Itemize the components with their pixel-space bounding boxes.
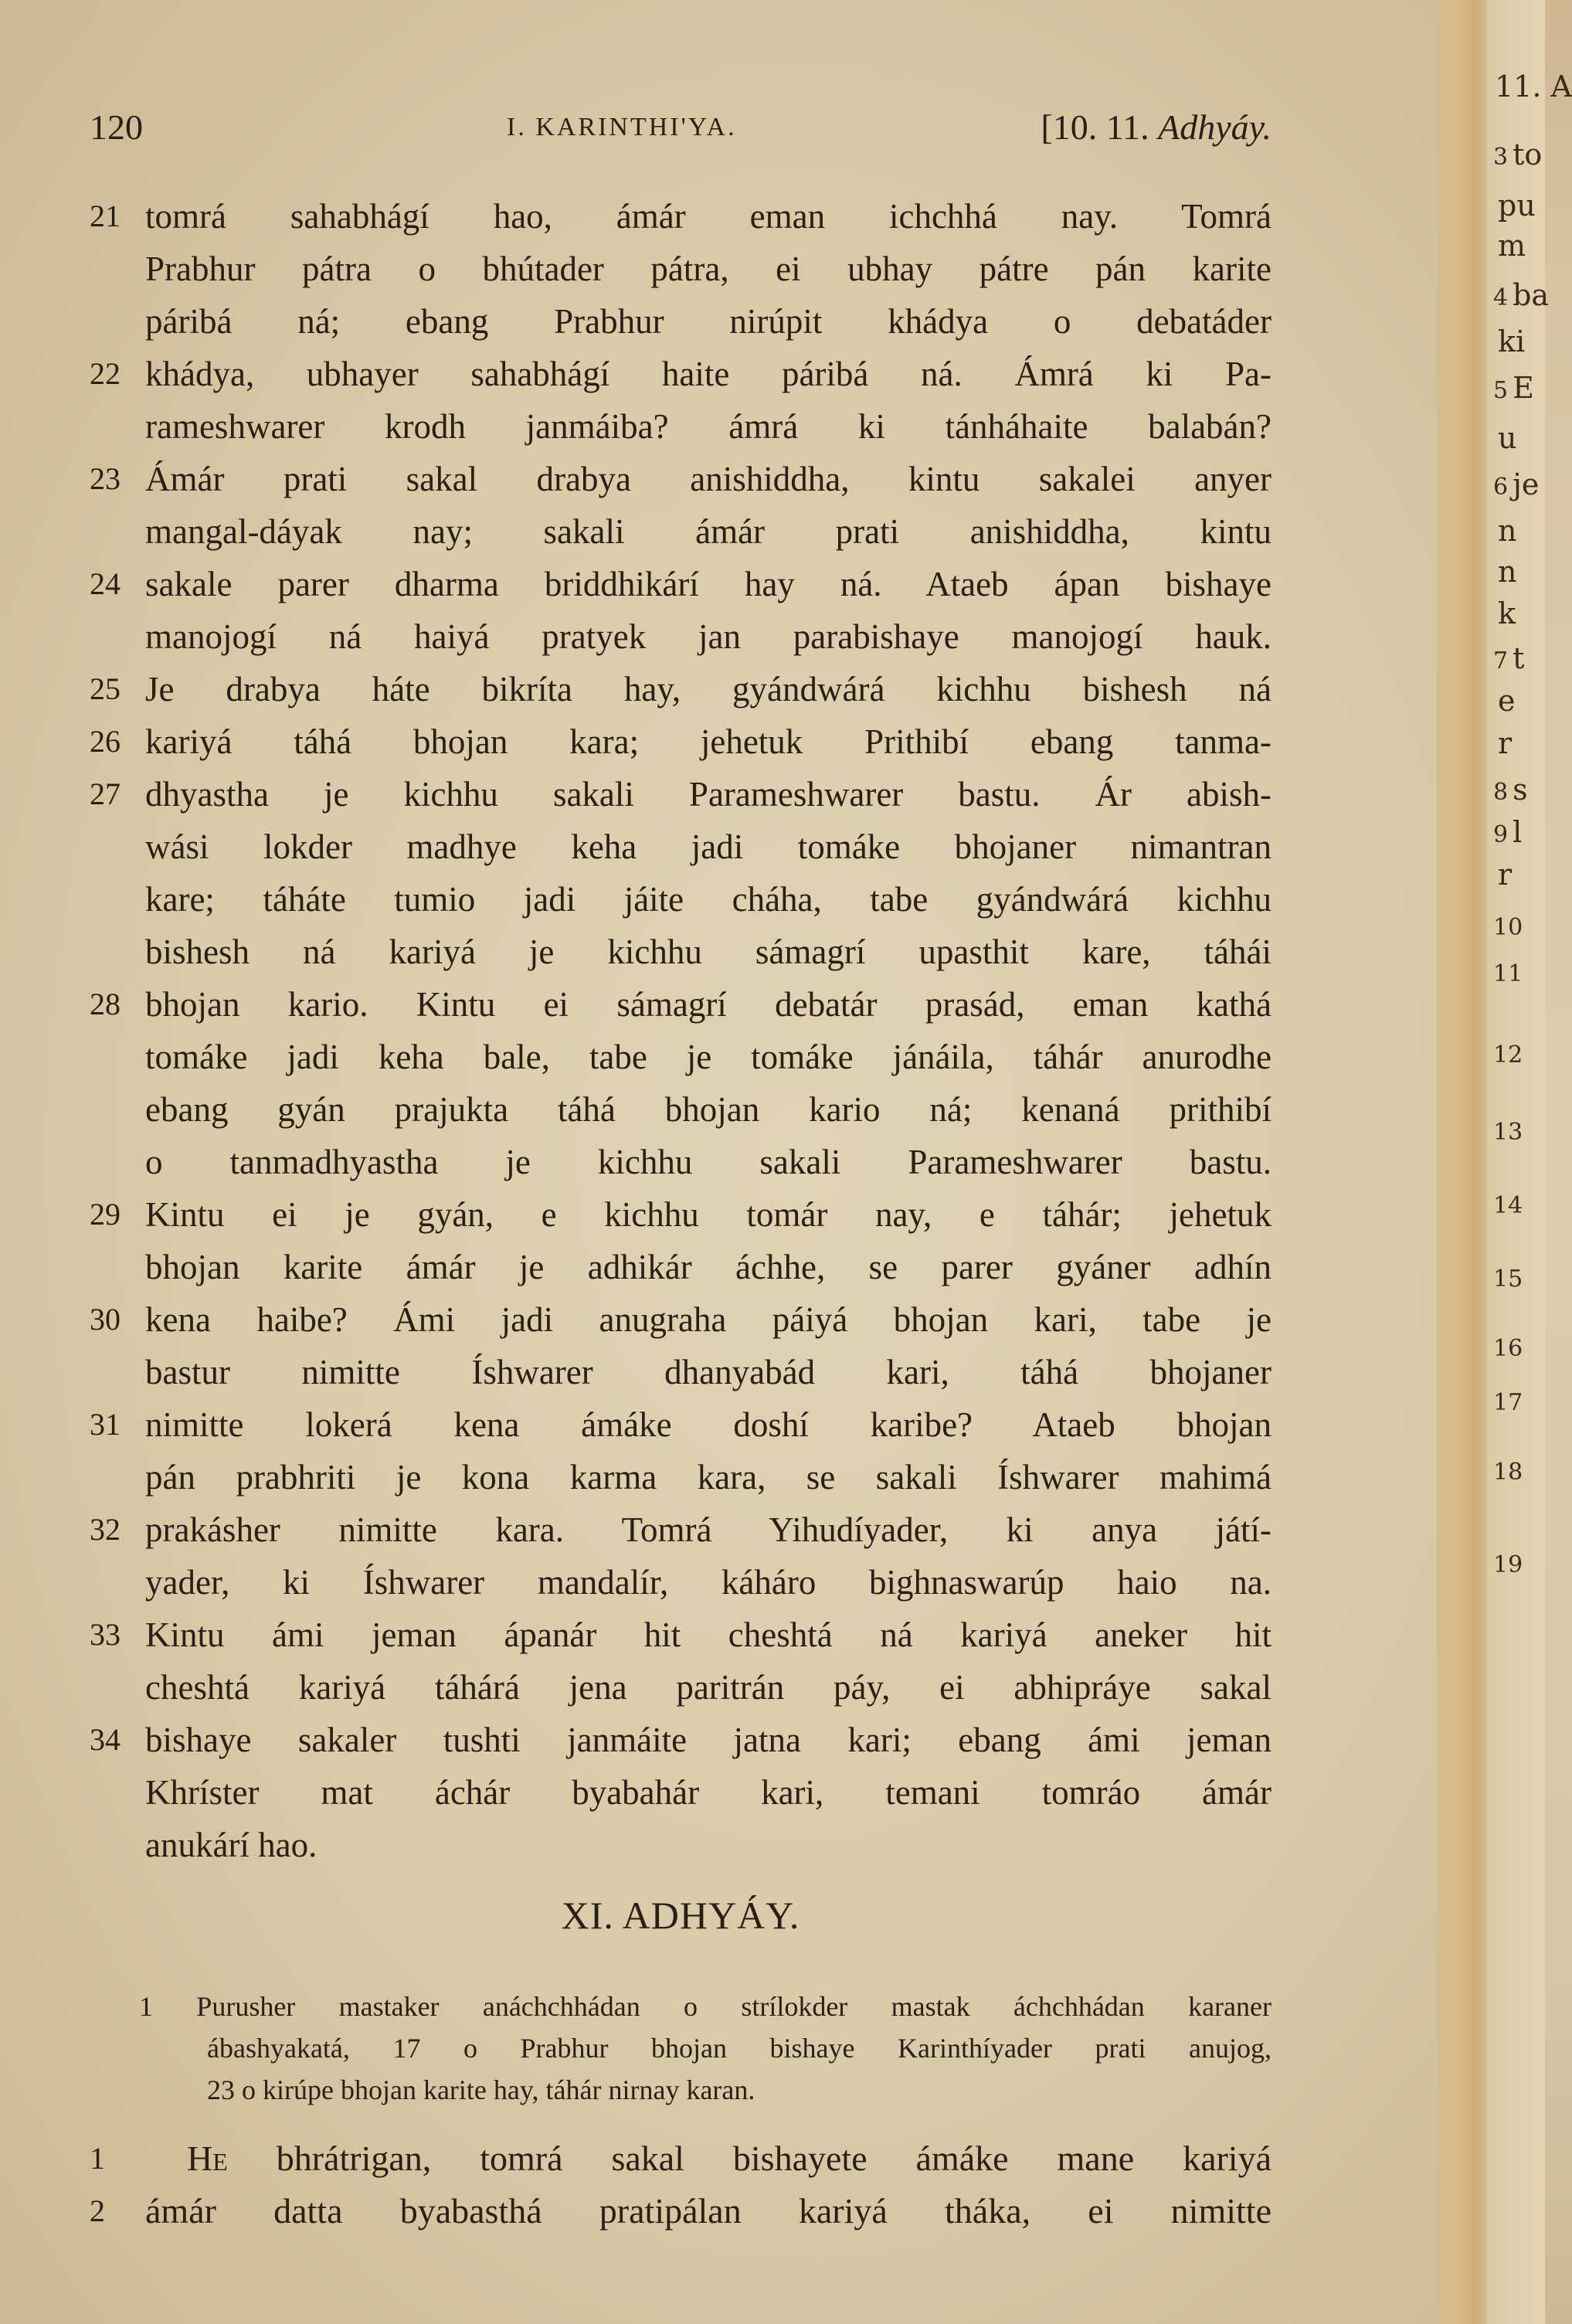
verse-line xyxy=(90,2132,1272,2185)
verse-text: páribá ná; ebang Prabhur nirúpit khádya o debatáder xyxy=(145,302,1272,341)
facing-line-text: m xyxy=(1498,229,1526,263)
verse-line xyxy=(90,1503,1272,1556)
verse-line xyxy=(90,1819,1272,1871)
verse-line xyxy=(90,558,1272,610)
verse-number: 27 xyxy=(90,776,121,811)
verse-line xyxy=(90,190,1272,243)
chapter-11-summary xyxy=(139,1986,1272,2111)
facing-verse-number: 18 xyxy=(1493,1459,1523,1486)
summary-line: 23 o kirúpe bhojan karite hay, táhár nirnay karan. xyxy=(207,2074,755,2105)
facing-verse-number: 4 xyxy=(1493,284,1509,311)
verse-text: bhojan karite ámár je adhikár áchhe, se parer gyáner adhín xyxy=(145,1248,1272,1286)
facing-line-text: ba xyxy=(1513,278,1550,312)
verse-line xyxy=(90,1083,1272,1136)
page-number: 120 xyxy=(90,107,143,147)
verse-text: kariyá táhá bhojan kara; jehetuk Prithibí ebang tanma- xyxy=(145,722,1272,761)
verse-number: 25 xyxy=(90,671,121,706)
verse-text: bishaye sakaler tushti janmáite jatna kari; ebang ámi jeman xyxy=(145,1721,1272,1759)
verse-line xyxy=(90,295,1272,348)
verse-text: Kintu ei je gyán, e kichhu tomár nay, e táhár; jehetuk xyxy=(145,1195,1272,1234)
verse-line xyxy=(90,610,1272,663)
verse-line xyxy=(90,2185,1272,2237)
verse-number: 29 xyxy=(90,1197,121,1232)
verse-text: Khríster mat áchár byabahár kari, temani tomráo ámár xyxy=(145,1773,1272,1812)
verse-text: Je drabya háte bikríta hay, gyándwárá kichhu bishesh ná xyxy=(145,670,1272,708)
verse-number: 26 xyxy=(90,724,121,759)
chapter-11-text xyxy=(90,2132,1272,2237)
verse-line xyxy=(90,400,1272,453)
verse-text: cheshtá kariyá táhárá jena paritrán páy, ei abhipráye sakal xyxy=(145,1668,1272,1707)
facing-page-line xyxy=(1493,726,1512,760)
verse-line xyxy=(90,926,1272,978)
facing-page-line xyxy=(1493,555,1516,589)
facing-page-line xyxy=(1493,514,1516,548)
verse-line xyxy=(90,505,1272,558)
verse-line xyxy=(90,1136,1272,1188)
facing-page-line xyxy=(1493,858,1512,892)
verse-text: tomrá sahabhágí hao, ámár eman ichchhá nay. Tomrá xyxy=(145,197,1272,236)
verse-text: ámár datta byabasthá pratipálan kariyá tháka, ei nimitte xyxy=(145,2191,1272,2231)
facing-page-line xyxy=(1493,908,1527,942)
verse-text: nimitte lokerá kena ámáke doshí karibe? Ataeb bhojan xyxy=(145,1405,1272,1444)
facing-verse-number: 19 xyxy=(1493,1551,1523,1578)
facing-line-text: n xyxy=(1498,555,1517,589)
facing-line-text: E xyxy=(1513,371,1534,405)
facing-line-text: to xyxy=(1513,138,1543,172)
verse-line xyxy=(90,1556,1272,1609)
facing-page-line xyxy=(1493,229,1526,263)
verse-text: Ámár prati sakal drabya anishiddha, kintu sakalei anyer xyxy=(145,460,1272,498)
verse-text: bhrátrigan, tomrá sakal bishayete ámáke mane kariyá xyxy=(276,2139,1272,2178)
verse-line xyxy=(90,1241,1272,1293)
verse-number: 1 xyxy=(90,2141,105,2176)
verse-line xyxy=(90,1293,1272,1346)
facing-page-line xyxy=(1493,324,1525,358)
verse-line xyxy=(90,1031,1272,1083)
chapter-10-text xyxy=(90,190,1272,1871)
facing-line-text: t xyxy=(1513,641,1525,675)
facing-line-text: pu xyxy=(1498,189,1536,223)
verse-text: tomáke jadi keha bale, tabe je tomáke jánáila, táhár anurodhe xyxy=(145,1038,1272,1076)
facing-page-line xyxy=(1493,1035,1527,1069)
facing-verse-number: 7 xyxy=(1493,647,1509,674)
verse-text: bhojan kario. Kintu ei sámagrí debatár prasád, eman kathá xyxy=(145,985,1272,1024)
verse-line xyxy=(90,1346,1272,1398)
facing-verse-number: 15 xyxy=(1493,1266,1523,1293)
facing-verse-number: 14 xyxy=(1493,1192,1523,1219)
facing-line-text: r xyxy=(1498,858,1513,892)
verse-text: rameshwarer krodh janmáiba? ámrá ki tánháhaite balabán? xyxy=(145,407,1272,446)
chapter-11-heading: XI. ADHYÁY. xyxy=(561,1894,800,1937)
verse-line xyxy=(90,1609,1272,1661)
verse-number: 2 xyxy=(90,2193,105,2228)
verse-line xyxy=(90,873,1272,926)
facing-page-edge xyxy=(1487,0,1572,2324)
facing-verse-number: 17 xyxy=(1493,1389,1523,1416)
verse-text: yader, ki Íshwarer mandalír, káháro bighnaswarúp haio na. xyxy=(145,1563,1272,1602)
verse-number: 24 xyxy=(90,566,121,601)
verse-line xyxy=(90,663,1272,715)
verse-line xyxy=(90,1398,1272,1451)
verse-line xyxy=(90,1714,1272,1766)
chapter-reference xyxy=(1041,107,1272,148)
verse-line xyxy=(90,821,1272,873)
verse-line xyxy=(90,768,1272,821)
facing-line-text: k xyxy=(1498,596,1516,630)
facing-page-line xyxy=(1493,815,1522,849)
verse-line xyxy=(90,1188,1272,1241)
facing-line-text: je xyxy=(1513,467,1540,501)
facing-verse-number: 5 xyxy=(1493,377,1509,404)
verse-text: dhyastha je kichhu sakali Parameshwarer bastu. Ár abish- xyxy=(145,775,1272,814)
facing-verse-number: 13 xyxy=(1493,1119,1523,1146)
verse-text: Prabhur pátra o bhútader pátra, ei ubhay pátre pán karite xyxy=(145,250,1272,288)
facing-line-text: l xyxy=(1513,815,1523,849)
facing-page-line xyxy=(1493,1452,1527,1486)
verse-line xyxy=(90,1661,1272,1714)
verse-text: khádya, ubhayer sahabhágí haite páribá ná. Ámrá ki Pa- xyxy=(145,355,1272,393)
facing-verse-number: 10 xyxy=(1493,914,1523,941)
verse-text: mangal-dáyak nay; sakali ámár prati anishiddha, kintu xyxy=(145,512,1272,551)
facing-verse-number: 3 xyxy=(1493,144,1509,171)
facing-verse-number: 8 xyxy=(1493,779,1509,806)
verse-line xyxy=(90,243,1272,295)
verse-number: 23 xyxy=(90,461,121,496)
verse-text: bastur nimitte Íshwarer dhanyabád kari, táhá bhojaner xyxy=(145,1353,1272,1391)
verse-text: kare; táháte tumio jadi jáite cháha, tabe gyándwárá kichhu xyxy=(145,880,1272,919)
verse-number: 32 xyxy=(90,1512,121,1547)
verse-text: o tanmadhyastha je kichhu sakali Parameshwarer bastu. xyxy=(145,1143,1272,1181)
facing-page-line xyxy=(1493,1545,1527,1579)
verse-text: prakásher nimitte kara. Tomrá Yihudíyader, ki anya játí- xyxy=(145,1510,1272,1549)
facing-page-line xyxy=(1493,641,1524,675)
verse-text: bishesh ná kariyá je kichhu sámagrí upasthit kare, táhái xyxy=(145,933,1272,971)
facing-page-line xyxy=(1493,371,1534,405)
verse-number: 33 xyxy=(90,1617,121,1652)
facing-page-line xyxy=(1493,278,1549,312)
facing-page-line xyxy=(1493,773,1528,807)
verse-text: ebang gyán prajukta táhá bhojan kario ná; kenaná prithibí xyxy=(145,1090,1272,1129)
facing-verse-number: 9 xyxy=(1493,821,1509,848)
verse-number: 34 xyxy=(90,1722,121,1757)
facing-line-text: ki xyxy=(1498,324,1526,358)
facing-line-text: r xyxy=(1498,726,1513,760)
facing-page-line xyxy=(1493,189,1536,223)
verse-number: 31 xyxy=(90,1407,121,1442)
verse-line xyxy=(90,715,1272,768)
facing-line-text: 11. A xyxy=(1495,70,1572,104)
verse-text: pán prabhriti je kona karma kara, se sakali Íshwarer mahimá xyxy=(145,1458,1272,1497)
facing-line-text: n xyxy=(1498,514,1517,548)
verse-line xyxy=(90,348,1272,400)
verse-text: anukárí hao. xyxy=(145,1826,317,1864)
facing-page-line xyxy=(1493,596,1516,630)
facing-line-text: u xyxy=(1498,421,1517,455)
chapter-reference-numbers: [10. 11. xyxy=(1041,107,1149,147)
facing-line-text: e xyxy=(1498,684,1516,718)
page-header xyxy=(90,107,1272,153)
facing-verse-number: 6 xyxy=(1493,474,1509,501)
facing-page-line xyxy=(1493,1383,1527,1417)
summary-line: ábashyakatá, 17 o Prabhur bhojan bishaye Karinthíyader prati anujog, xyxy=(207,2033,1272,2064)
facing-verse-number: 16 xyxy=(1493,1335,1523,1362)
verse-line xyxy=(90,453,1272,505)
book-gutter xyxy=(1437,0,1491,2324)
facing-page-line xyxy=(1490,70,1572,104)
verse-text: Kintu ámi jeman ápanár hit cheshtá ná kariyá aneker hit xyxy=(145,1616,1272,1654)
verse-number: 30 xyxy=(90,1302,121,1337)
facing-page-line xyxy=(1493,1186,1527,1220)
facing-page-line xyxy=(1493,138,1542,172)
verse-line xyxy=(90,1766,1272,1819)
facing-line-text: s xyxy=(1513,773,1528,807)
verse-number: 28 xyxy=(90,987,121,1021)
facing-page-line xyxy=(1493,954,1527,988)
facing-verse-number: 11 xyxy=(1493,960,1523,987)
facing-page-line xyxy=(1493,1329,1527,1363)
facing-page-line xyxy=(1493,1113,1527,1147)
verse-text: sakale parer dharma briddhikárí hay ná. Ataeb ápan bishaye xyxy=(145,565,1272,603)
verse-text: wási lokder madhye keha jadi tomáke bhojaner nimantran xyxy=(145,827,1272,866)
verse-line xyxy=(90,978,1272,1031)
facing-page-line xyxy=(1493,684,1516,718)
running-title: I. KARINTHI'YA. xyxy=(507,113,737,141)
verse-text: kena haibe? Ámi jadi anugraha páiyá bhojan kari, tabe je xyxy=(145,1300,1272,1339)
verse-line xyxy=(90,1451,1272,1503)
facing-page-line xyxy=(1493,1259,1527,1293)
verse-number: 21 xyxy=(90,199,121,233)
facing-verse-number: 12 xyxy=(1493,1041,1523,1069)
verse-text: manojogí ná haiyá pratyek jan parabishaye manojogí hauk. xyxy=(145,617,1272,656)
verse-number: 22 xyxy=(90,356,121,391)
facing-page-line xyxy=(1493,467,1539,501)
chapter-reference-label: Adhyáy. xyxy=(1158,107,1272,147)
verse-lead-word: He xyxy=(187,2139,228,2178)
facing-page-line xyxy=(1493,421,1516,455)
summary-line: 1 Purusher mastaker anáchchhádan o strílokder mastak áchchhádan karaner xyxy=(139,1991,1272,2022)
